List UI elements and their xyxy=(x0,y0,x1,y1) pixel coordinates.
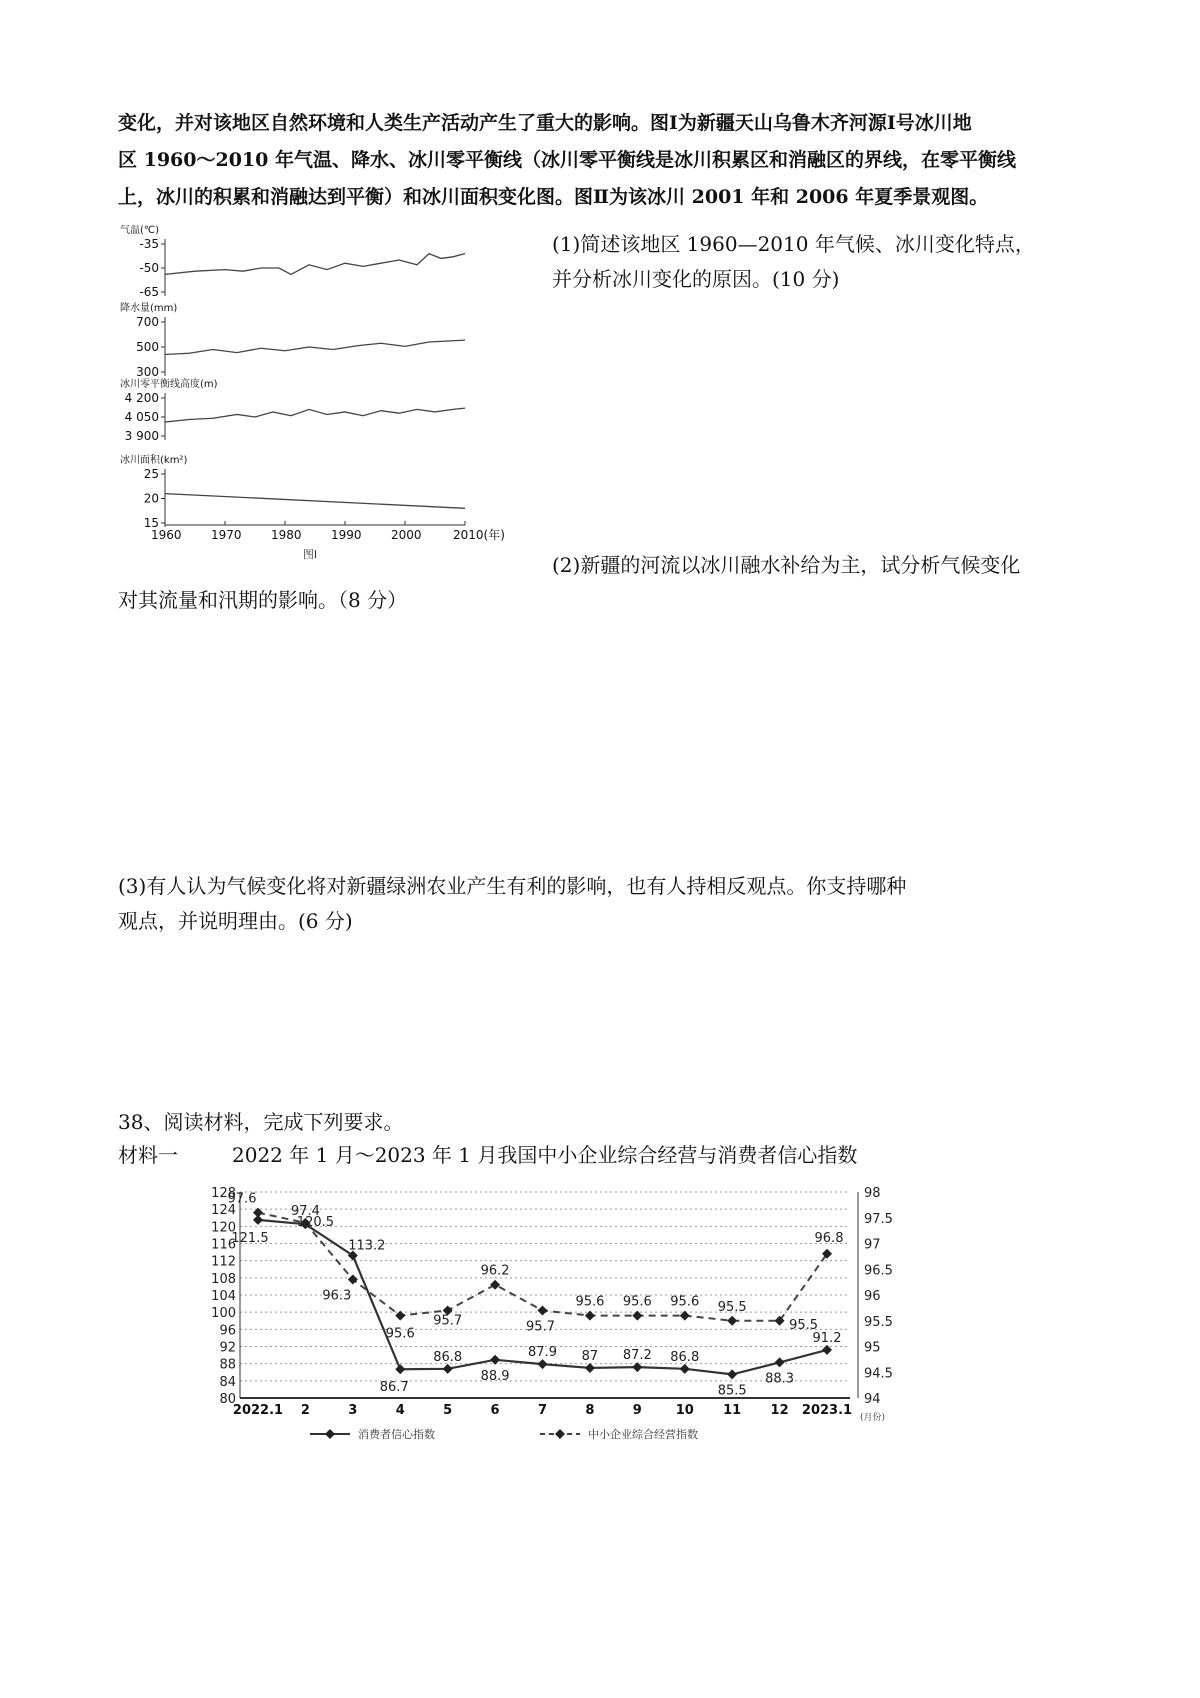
fig2-left-tick-label-6: 104 xyxy=(211,1289,236,1304)
fig2-right-tick-label-3: 95.5 xyxy=(864,1314,893,1330)
sme-index-label-3: 95.6 xyxy=(385,1326,415,1342)
sme-index-label-4: 95.7 xyxy=(433,1313,463,1329)
sme-index-label-2: 96.3 xyxy=(322,1288,352,1304)
question-3-line-1: (3)有人认为气候变化将对新疆绿洲农业产生有利的影响，也有人持相反观点。你支持哪种 xyxy=(118,874,907,898)
panel-label-1: 降水量(mm) xyxy=(120,303,178,314)
consumer-confidence-label-10: 85.5 xyxy=(717,1383,747,1399)
question-2-line-2: 对其流量和汛期的影响。（8 分） xyxy=(118,588,408,612)
question-1-line-1: (1)简述该地区 1960—2010 年气候、冰川变化特点， xyxy=(552,232,1035,256)
fig2-left-tick-label-10: 120 xyxy=(211,1220,236,1236)
fig2-left-tick-label-9: 116 xyxy=(211,1237,236,1253)
confidence-index-chart xyxy=(200,1180,960,1460)
fig2-right-tick-label-1: 94.5 xyxy=(864,1366,893,1382)
panel-tick-label-0-1: -50 xyxy=(139,261,159,275)
sme-index-label-11: 95.5 xyxy=(789,1317,819,1333)
consumer-confidence-point-7 xyxy=(585,1363,595,1373)
sme-index-label-12: 96.8 xyxy=(814,1230,844,1246)
panel-series-line-1 xyxy=(165,340,465,354)
sme-index-label-5: 96.2 xyxy=(480,1263,510,1279)
panel-tick-label-3-0: 25 xyxy=(143,467,159,481)
consumer-confidence-label-0: 121.5 xyxy=(231,1230,269,1246)
panel-series-line-2 xyxy=(165,408,465,422)
consumer-confidence-label-9: 86.8 xyxy=(670,1349,700,1365)
sme-index-label-0: 97.6 xyxy=(227,1191,257,1207)
panel-tick-label-0-0: -35 xyxy=(139,237,159,251)
consumer-confidence-label-8: 87.2 xyxy=(622,1348,652,1364)
question-1-line-2: 并分析冰川变化的原因。(10 分) xyxy=(552,267,840,291)
fig2-left-tick-label-1: 84 xyxy=(219,1374,236,1390)
panel-tick-label-3-1: 20 xyxy=(143,491,159,506)
fig2-x-tick-label-7: 8 xyxy=(585,1403,595,1418)
fig1-x-tick-label-0: 1960 xyxy=(151,528,182,542)
fig2-left-tick-label-5: 100 xyxy=(211,1306,236,1322)
fig2-left-tick-label-2: 88 xyxy=(219,1357,236,1373)
fig2-x-tick-label-8: 9 xyxy=(632,1403,642,1418)
question-3-line-2: 观点，并说明理由。(6 分) xyxy=(118,909,353,933)
fig2-left-tick-label-12: 128 xyxy=(211,1186,236,1201)
panel-tick-label-1-2: 300 xyxy=(136,365,159,379)
consumer-confidence-point-6 xyxy=(538,1359,548,1369)
fig2-right-tick-label-7: 97.5 xyxy=(864,1211,893,1227)
panel-tick-label-1-0: 700 xyxy=(136,315,159,329)
panel-series-line-0 xyxy=(165,254,465,275)
fig2-right-tick-label-2: 95 xyxy=(864,1340,881,1356)
consumer-confidence-point-11 xyxy=(775,1357,785,1367)
legend-consumer-marker xyxy=(325,1429,335,1439)
fig2-x-tick-label-1: 2 xyxy=(300,1403,310,1418)
panel-tick-label-2-1: 4 050 xyxy=(124,410,159,424)
consumer-confidence-point-4 xyxy=(443,1364,453,1374)
sme-index-label-1: 97.4 xyxy=(290,1203,320,1219)
consumer-confidence-label-2: 113.2 xyxy=(348,1238,386,1254)
consumer-confidence-label-4: 86.8 xyxy=(433,1349,463,1365)
sme-index-point-6 xyxy=(538,1305,548,1315)
fig2-right-tick-label-8: 98 xyxy=(864,1186,881,1201)
fig2-right-tick-label-4: 96 xyxy=(864,1289,881,1304)
panel-label-2: 冰川零平衡线高度(m) xyxy=(120,379,218,390)
panel-tick-label-1-1: 500 xyxy=(136,340,159,354)
fig2-left-tick-label-4: 96 xyxy=(219,1323,236,1339)
consumer-confidence-label-11: 88.3 xyxy=(765,1371,795,1387)
figure-1-climate-glacier-chart xyxy=(120,225,520,620)
panel-tick-label-0-2: -65 xyxy=(139,285,159,299)
fig1-x-tick-label-2: 1980 xyxy=(271,528,302,542)
fig2-x-tick-label-12: 2023.1 xyxy=(801,1403,853,1418)
panel-label-3: 冰川面积(km²) xyxy=(120,455,188,466)
material-label: 材料一 xyxy=(118,1143,178,1167)
fig2-right-tick-label-0: 94 xyxy=(864,1392,881,1407)
panel-tick-label-2-2: 3 900 xyxy=(124,429,159,443)
legend-consumer-label: 消费者信心指数 xyxy=(358,1428,435,1441)
consumer-confidence-label-6: 87.9 xyxy=(528,1345,557,1361)
panel-label-0: 气温(℃) xyxy=(120,225,160,236)
material-title: 2022 年 1 月～2023 年 1 月我国中小企业综合经营与消费者信心指数 xyxy=(232,1143,858,1167)
sme-index-point-2 xyxy=(348,1275,358,1285)
fig2-right-tick-label-6: 97 xyxy=(864,1237,881,1253)
fig2-left-tick-label-11: 124 xyxy=(211,1203,236,1219)
consumer-confidence-label-12: 91.2 xyxy=(812,1330,842,1346)
intro-line-1: 变化，并对该地区自然环境和人类生产活动产生了重大的影响。图Ⅰ为新疆天山乌鲁木齐河源Ⅰ号冰川地 xyxy=(118,112,972,134)
question-38-title: 38、阅读材料，完成下列要求。 xyxy=(118,1110,404,1134)
question-2-line-1: (2)新疆的河流以冰川融水补给为主，试分析气候变化 xyxy=(552,553,1021,577)
consumer-confidence-label-3: 86.7 xyxy=(379,1380,409,1396)
legend-sme-marker xyxy=(555,1429,565,1439)
fig2-right-tick-label-5: 96.5 xyxy=(864,1263,893,1279)
consumer-confidence-point-10 xyxy=(727,1369,737,1379)
sme-index-label-8: 95.6 xyxy=(622,1294,652,1310)
panel-tick-label-2-0: 4 200 xyxy=(124,391,159,405)
sme-index-point-10 xyxy=(727,1316,737,1326)
fig1-x-tick-label-3: 1990 xyxy=(331,528,362,542)
consumer-confidence-point-9 xyxy=(680,1364,690,1374)
fig2-left-tick-label-3: 92 xyxy=(219,1340,236,1356)
sme-index-point-5 xyxy=(490,1280,500,1290)
sme-index-label-7: 95.6 xyxy=(575,1294,605,1310)
fig2-x-tick-label-0: 2022.1 xyxy=(232,1403,284,1418)
fig2-x-tick-label-9: 10 xyxy=(675,1403,694,1418)
fig1-x-tick-label-1: 1970 xyxy=(211,528,242,542)
fig1-x-tick-label-4: 2000 xyxy=(391,528,422,542)
panel-series-line-3 xyxy=(165,494,465,509)
intro-line-2: 区 1960～2010 年气温、降水、冰川零平衡线（冰川零平衡线是冰川积累区和消融区的界线，在零平衡线 xyxy=(118,149,1016,171)
fig2-left-tick-label-0: 80 xyxy=(219,1392,236,1407)
fig1-caption: 图Ⅰ xyxy=(302,548,318,561)
fig2-x-unit: (月份) xyxy=(860,1413,886,1423)
legend-sme-label: 中小企业综合经营指数 xyxy=(588,1428,698,1441)
sme-index-label-9: 95.6 xyxy=(670,1294,700,1310)
fig2-x-tick-label-11: 12 xyxy=(770,1403,789,1418)
fig2-x-tick-label-3: 4 xyxy=(395,1403,405,1418)
consumer-confidence-label-1: 120.5 xyxy=(296,1215,335,1231)
sme-index-label-6: 95.7 xyxy=(526,1319,555,1335)
fig2-left-tick-label-8: 112 xyxy=(211,1254,236,1270)
fig2-x-tick-label-2: 3 xyxy=(348,1403,358,1418)
consumer-confidence-point-3 xyxy=(395,1364,405,1374)
fig2-x-tick-label-6: 7 xyxy=(537,1403,548,1418)
fig1-x-tick-label-5: 2010(年) xyxy=(453,528,505,542)
consumer-confidence-label-7: 87 xyxy=(581,1348,599,1364)
fig2-x-tick-label-5: 6 xyxy=(490,1403,500,1418)
consumer-confidence-label-5: 88.9 xyxy=(480,1368,510,1384)
fig2-left-tick-label-7: 108 xyxy=(211,1271,236,1287)
fig2-x-tick-label-4: 5 xyxy=(443,1403,453,1418)
intro-line-3: 上，冰川的积累和消融达到平衡）和冰川面积变化图。图Ⅱ为该冰川 2001 年和 2006 年夏季景观图。 xyxy=(118,186,989,208)
fig2-x-tick-label-10: 11 xyxy=(723,1403,742,1418)
panel-tick-label-3-2: 15 xyxy=(143,516,159,530)
sme-index-label-10: 95.5 xyxy=(717,1299,747,1315)
